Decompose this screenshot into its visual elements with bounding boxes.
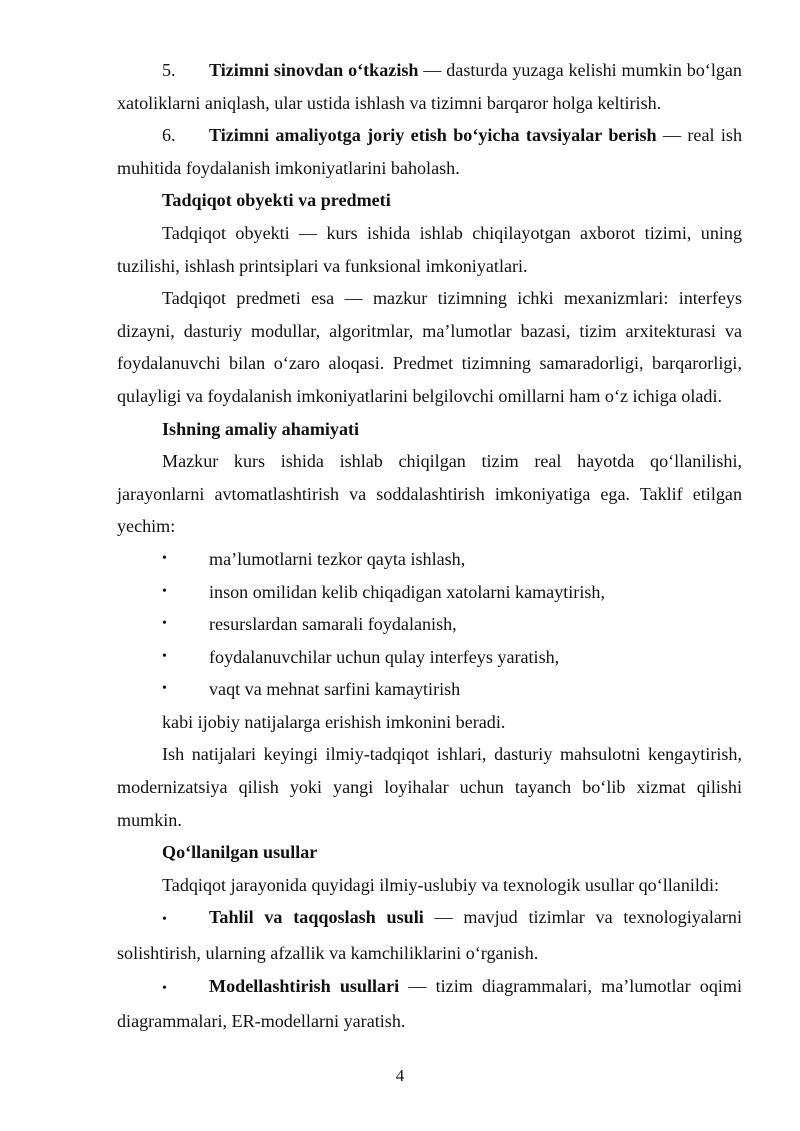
list-item: [117, 576, 742, 609]
item-label: Tizimni sinovdan o‘tkazish: [209, 60, 419, 80]
bullet-icon: •: [162, 980, 167, 996]
page-number: 4: [395, 1066, 405, 1085]
item-number: 6.: [162, 125, 176, 146]
item-text: — real ish muhitida foydalanish imkoniyatlarini baholash.: [117, 125, 742, 178]
paragraph: kabi ijobiy natijalarga erishish imkonini beradi.: [162, 711, 506, 732]
list-item-text: vaqt va mehnat sarfini kamaytirish: [209, 679, 461, 700]
section-heading: Qo‘llanilgan usullar: [162, 842, 318, 863]
bullet-icon: •: [162, 912, 167, 928]
paragraph: Ish natijalari keyingi ilmiy-tadqiqot ishlari, dasturiy mahsulotni kengaytirish, modernizatsiya qilish yoki yangi loyihalar uchun tayanch bo‘lib xizmat qilishi mumkin.: [117, 744, 742, 830]
item-number: 5.: [162, 60, 176, 80]
numbered-item: [117, 54, 742, 119]
list-item: [117, 608, 742, 641]
bullet-icon: •: [162, 550, 167, 566]
bullet-icon: •: [162, 616, 167, 632]
list-item: [117, 641, 742, 674]
method-text: — tizim diagrammalari, ma’lumotlar oqimi diagrammalari, ER-modellarni yaratish.: [117, 975, 742, 1032]
bullet-icon: •: [162, 648, 167, 664]
paragraph: Mazkur kurs ishida ishlab chiqilgan tizim real hayotda qo‘llanilishi, jarayonlarni avtomatlashtirish va soddalashtirish imkoniyatiga ega. Taklif etilgan yechim:: [117, 451, 742, 537]
paragraph: Tadqiqot obyekti — kurs ishida ishlab chiqilayotgan axborot tizimi, uning tuzilishi, ishlash printsiplari va funksional imkoniyatlari.: [117, 222, 742, 276]
paragraph: Tadqiqot predmeti esa — mazkur tizimning ichki mexanizmlari: interfeys dizayni, dasturiy modullar, algoritmlar, ma’lumotlar bazasi, tizim arxitekturasi va foydalanuvchi bilan o‘zaro aloqasi. Predmet tizimning samaradorligi, barqarorligi, qulayligi va foydalanish imkoniyatlarini belgilovchi omillarni ham o‘z ichiga oladi.: [117, 288, 742, 406]
section-heading: Ishning amaliy ahamiyati: [162, 418, 360, 439]
method-label: Modellashtirish usullari: [209, 975, 400, 996]
list-item-text: resurslardan samarali foydalanish,: [209, 614, 457, 635]
numbered-item: [117, 119, 742, 184]
list-item-text: inson omilidan kelib chiqadigan xatolarni kamaytirish,: [209, 581, 605, 602]
item-label: Tizimni amaliyotga joriy etish bo‘yicha tavsiyalar berish: [209, 125, 657, 146]
method-label: Tahlil va taqqoslash usuli: [209, 907, 424, 928]
method-item: [117, 901, 742, 969]
list-item-text: foydalanuvchilar uchun qulay interfeys yaratish,: [209, 646, 560, 667]
paragraph: Tadqiqot jarayonida quyidagi ilmiy-uslubiy va texnologik usullar qo‘llanildi:: [162, 874, 720, 895]
list-item: [117, 673, 742, 706]
item-text: — dasturda yuzaga kelishi mumkin bo‘lgan xatoliklarni aniqlash, ular ustida ishlash va tizimni barqaror holga keltirish.: [117, 60, 742, 113]
bullet-icon: •: [162, 583, 167, 599]
section-heading: Tadqiqot obyekti va predmeti: [162, 190, 391, 211]
bullet-icon: •: [162, 681, 167, 697]
list-item: [117, 543, 742, 576]
method-item: [117, 970, 742, 1038]
method-text: — mavjud tizimlar va texnologiyalarni solishtirish, ularning afzallik va kamchiliklarini o‘rganish.: [117, 907, 742, 964]
list-item-text: ma’lumotlarni tezkor qayta ishlash,: [209, 548, 466, 569]
